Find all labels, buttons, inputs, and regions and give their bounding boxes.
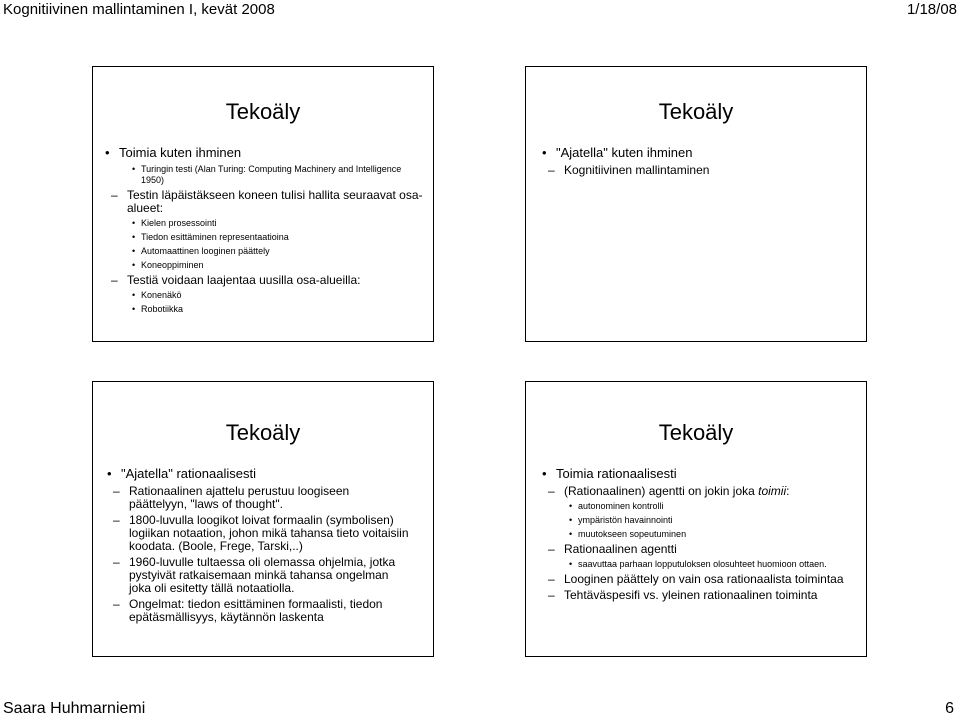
bullet-text: Testiä voidaan laajentaa uusilla osa-alueilla:	[127, 273, 361, 287]
page-footer	[0, 696, 960, 720]
bullet-level-2	[103, 514, 409, 553]
bullet-text: ympäristön havainnointi	[578, 515, 673, 525]
bullet-level-2	[103, 556, 409, 595]
bullet-text: Toimia kuten ihminen	[119, 145, 242, 160]
bullet-level-1	[101, 145, 423, 160]
bullet-level-3	[101, 290, 423, 301]
bullet-level-1	[538, 466, 848, 481]
bullet-level-1	[103, 466, 409, 481]
slide-content	[538, 145, 856, 180]
bullet-level-2	[538, 573, 848, 586]
slide-title: Tekoäly	[225, 420, 301, 445]
bullet-text: Testin läpäistäkseen koneen tulisi hallita seuraavat osa-alueet:	[127, 188, 423, 215]
bullet-text: Rationaalinen ajattelu perustuu loogiseen päättelyyn, "laws of thought".	[129, 484, 350, 511]
bullet-level-3	[101, 246, 423, 257]
bullet-text: Kognitiivinen mallintaminen	[564, 163, 710, 177]
bullet-level-2	[538, 589, 848, 602]
bullet-emphasis: toimii	[758, 484, 787, 498]
bullet-text: 1960-luvulle tultaessa oli olemassa ohjelmia, jotka pystyivät ratkaisemaan minkä tahansa ongelman joka oli esitetty tällä notaatiolla.	[129, 555, 396, 595]
bullet-text: Tehtäväspesifi vs. yleinen rationaalinen toiminta	[564, 588, 818, 602]
bullet-level-3	[101, 260, 423, 271]
bullet-level-2	[538, 485, 848, 498]
bullet-text: Kielen prosessointi	[141, 218, 217, 228]
course-title: Kognitiivinen mallintaminen I, kevät 2008	[3, 1, 275, 18]
bullet-text: "Ajatella" kuten ihminen	[556, 145, 693, 160]
slide-4	[525, 381, 867, 657]
page-number: 6	[945, 700, 954, 717]
page-header	[0, 0, 960, 20]
bullet-text: Ongelmat: tiedon esittäminen formaalisti, tiedon epätäsmällisyys, käytännön laskenta	[129, 597, 383, 624]
bullet-text: "Ajatella" rationaalisesti	[121, 466, 256, 481]
slide-title: Tekoäly	[658, 99, 734, 124]
bullet-level-2	[538, 164, 856, 177]
bullet-level-2	[538, 543, 848, 556]
author-name: Saara Huhmarniemi	[3, 700, 146, 717]
bullet-level-2	[103, 485, 409, 511]
slide-title: Tekoäly	[225, 99, 301, 124]
bullet-level-2	[103, 598, 409, 624]
bullet-level-3	[538, 501, 848, 512]
bullet-text-suffix: :	[786, 484, 790, 498]
bullet-level-3	[538, 559, 848, 570]
slide-3	[92, 381, 434, 657]
bullet-level-2	[101, 189, 423, 215]
bullet-text: Konenäkö	[141, 290, 182, 300]
bullet-text: Robotiikka	[141, 304, 184, 314]
bullet-text: Rationaalinen agentti	[564, 542, 677, 556]
bullet-level-3	[101, 164, 423, 186]
bullet-text: Looginen päättely on vain osa rationaalista toimintaa	[564, 572, 844, 586]
bullet-text: 1800-luvulla loogikot loivat formaalin (symbolisen) logiikan notaation, johon mikä tahansa tieto voitaisiin koodata. (Boole, Frege, Tarski,..)	[129, 513, 409, 553]
slide-content	[538, 466, 848, 605]
slide-title: Tekoäly	[658, 420, 734, 445]
slide-2	[525, 66, 867, 342]
bullet-level-3	[101, 218, 423, 229]
bullet-level-3	[101, 232, 423, 243]
bullet-level-3	[538, 515, 848, 526]
bullet-text: Toimia rationaalisesti	[556, 466, 677, 481]
bullet-level-2	[101, 274, 423, 287]
bullet-text: (Rationaalinen) agentti on jokin joka	[564, 484, 759, 498]
bullet-text: Automaattinen looginen päättely	[141, 246, 270, 256]
header-date: 1/18/08	[906, 1, 957, 18]
bullet-text: muutokseen sopeutuminen	[578, 529, 687, 539]
bullet-level-3	[538, 529, 848, 540]
bullet-text: Koneoppiminen	[141, 260, 204, 270]
slide-content	[103, 466, 409, 627]
slide-content	[101, 145, 423, 318]
slide-1	[92, 66, 434, 342]
bullet-text: Tiedon esittäminen representaatioina	[141, 232, 289, 242]
bullet-level-1	[538, 145, 856, 160]
bullet-level-3	[101, 304, 423, 315]
bullet-text: Turingin testi (Alan Turing: Computing Machinery and Intelligence 1950)	[141, 164, 402, 185]
bullet-text: saavuttaa parhaan lopputuloksen olosuhteet huomioon ottaen.	[578, 559, 827, 569]
bullet-text: autonominen kontrolli	[578, 501, 664, 511]
